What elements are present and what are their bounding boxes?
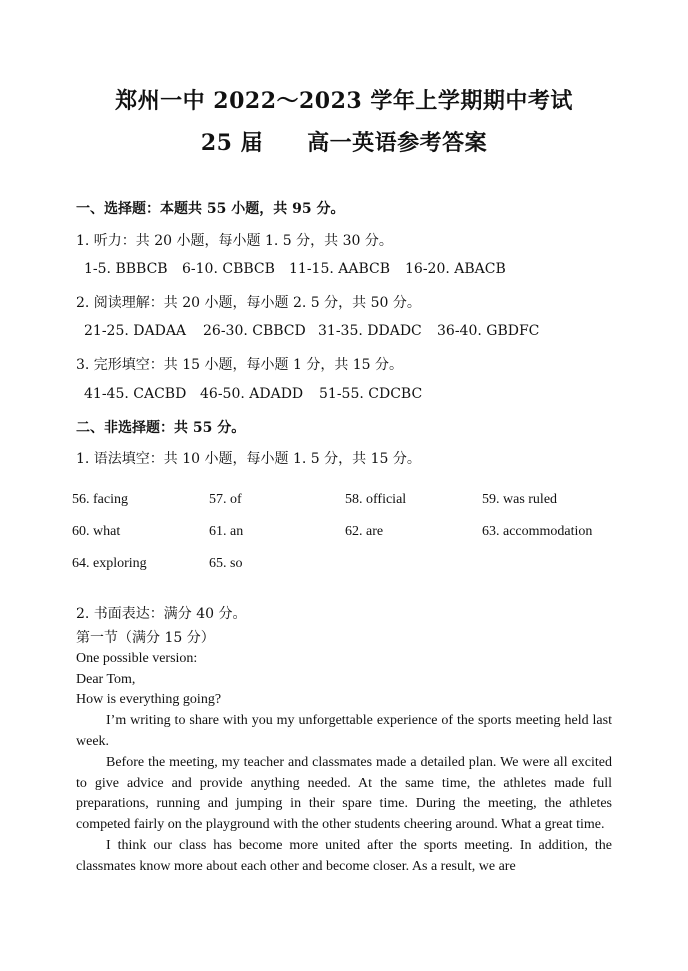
essay-paragraph: I think our class has become more united after the sports meeting. In addition, the classmates know more about each other and become closer. As a result, we are	[76, 837, 612, 874]
answer-key-label: 高一英语参考答案	[307, 130, 488, 156]
reading-answers	[84, 323, 539, 339]
letter-opening: How is everything going?	[76, 692, 222, 708]
letter-greeting: Dear Tom,	[76, 671, 136, 687]
listening-answers	[84, 261, 506, 277]
part2-heading: 二、非选择题：共 55 分。	[76, 420, 246, 436]
listening-label: 1. 听力：共 20 小题，每小题 1. 5 分，共 30 分。	[76, 233, 393, 249]
grid-row	[72, 492, 632, 524]
grade-label: 25 届	[200, 130, 264, 156]
grid-row	[72, 524, 632, 556]
answer-group: 1-5. BBBCB	[84, 261, 168, 277]
cloze-label: 3. 完形填空：共 15 小题，每小题 1 分，共 15 分。	[76, 357, 404, 373]
exam-title: 郑州一中 2022～2023 学年上学期期中考试	[115, 88, 573, 114]
grid-row	[72, 556, 632, 588]
grammar-answer: 64. exploring	[72, 556, 147, 571]
answer-group: 46-50. ADADD	[200, 386, 304, 402]
grammar-answer: 63. accommodation	[482, 524, 593, 539]
grammar-answer: 59. was ruled	[482, 492, 558, 507]
answer-group: 41-45. CACBD	[84, 386, 187, 402]
sample-essay	[76, 628, 612, 878]
reading-label: 2. 阅读理解：共 20 小题，每小题 2. 5 分，共 50 分。	[76, 295, 421, 311]
essay-paragraph: Before the meeting, my teacher and classmates made a detailed plan. We were all excited to give advice and provide anything needed. At the same time, the athletes made full preparations, running and jumping in their spare time. During the meeting, the athletes competed fairly on the playground with the other students cheering around. What a great time.	[76, 754, 612, 833]
grammar-answer: 60. what	[72, 524, 121, 539]
grammar-answer: 65. so	[209, 556, 243, 571]
answer-group: 21-25. DADAA	[84, 323, 187, 339]
answer-group: 31-35. DDADC	[318, 323, 422, 339]
essay-paragraph: I’m writing to share with you my unforgettable experience of the sports meeting held last week.	[76, 713, 612, 749]
cloze-answers	[84, 386, 422, 402]
grammar-answer: 56. facing	[72, 492, 128, 507]
writing-label: 2. 书面表达：满分 40 分。	[76, 606, 247, 622]
version-note: One possible version:	[76, 650, 198, 666]
grammar-answer-grid	[72, 492, 632, 588]
answer-group: 16-20. ABACB	[405, 261, 506, 277]
answer-key-title	[0, 126, 688, 157]
grammar-answer: 58. official	[345, 492, 407, 507]
writing-section-label: 第一节（满分 15 分）	[76, 630, 215, 646]
answer-group: 6-10. CBBCB	[182, 261, 275, 277]
answer-group: 26-30. CBBCD	[203, 323, 306, 339]
answer-group: 36-40. GBDFC	[437, 323, 540, 339]
grammar-answer: 62. are	[345, 524, 384, 539]
grammar-answer: 57. of	[209, 492, 242, 507]
answer-group: 11-15. AABCB	[289, 261, 391, 277]
part1-heading: 一、选择题：本题共 55 小题，共 95 分。	[76, 201, 345, 217]
answer-group: 51-55. CDCBC	[319, 386, 423, 402]
grammar-answer: 61. an	[209, 524, 244, 539]
grammar-label: 1. 语法填空：共 10 小题，每小题 1. 5 分，共 15 分。	[76, 451, 421, 467]
